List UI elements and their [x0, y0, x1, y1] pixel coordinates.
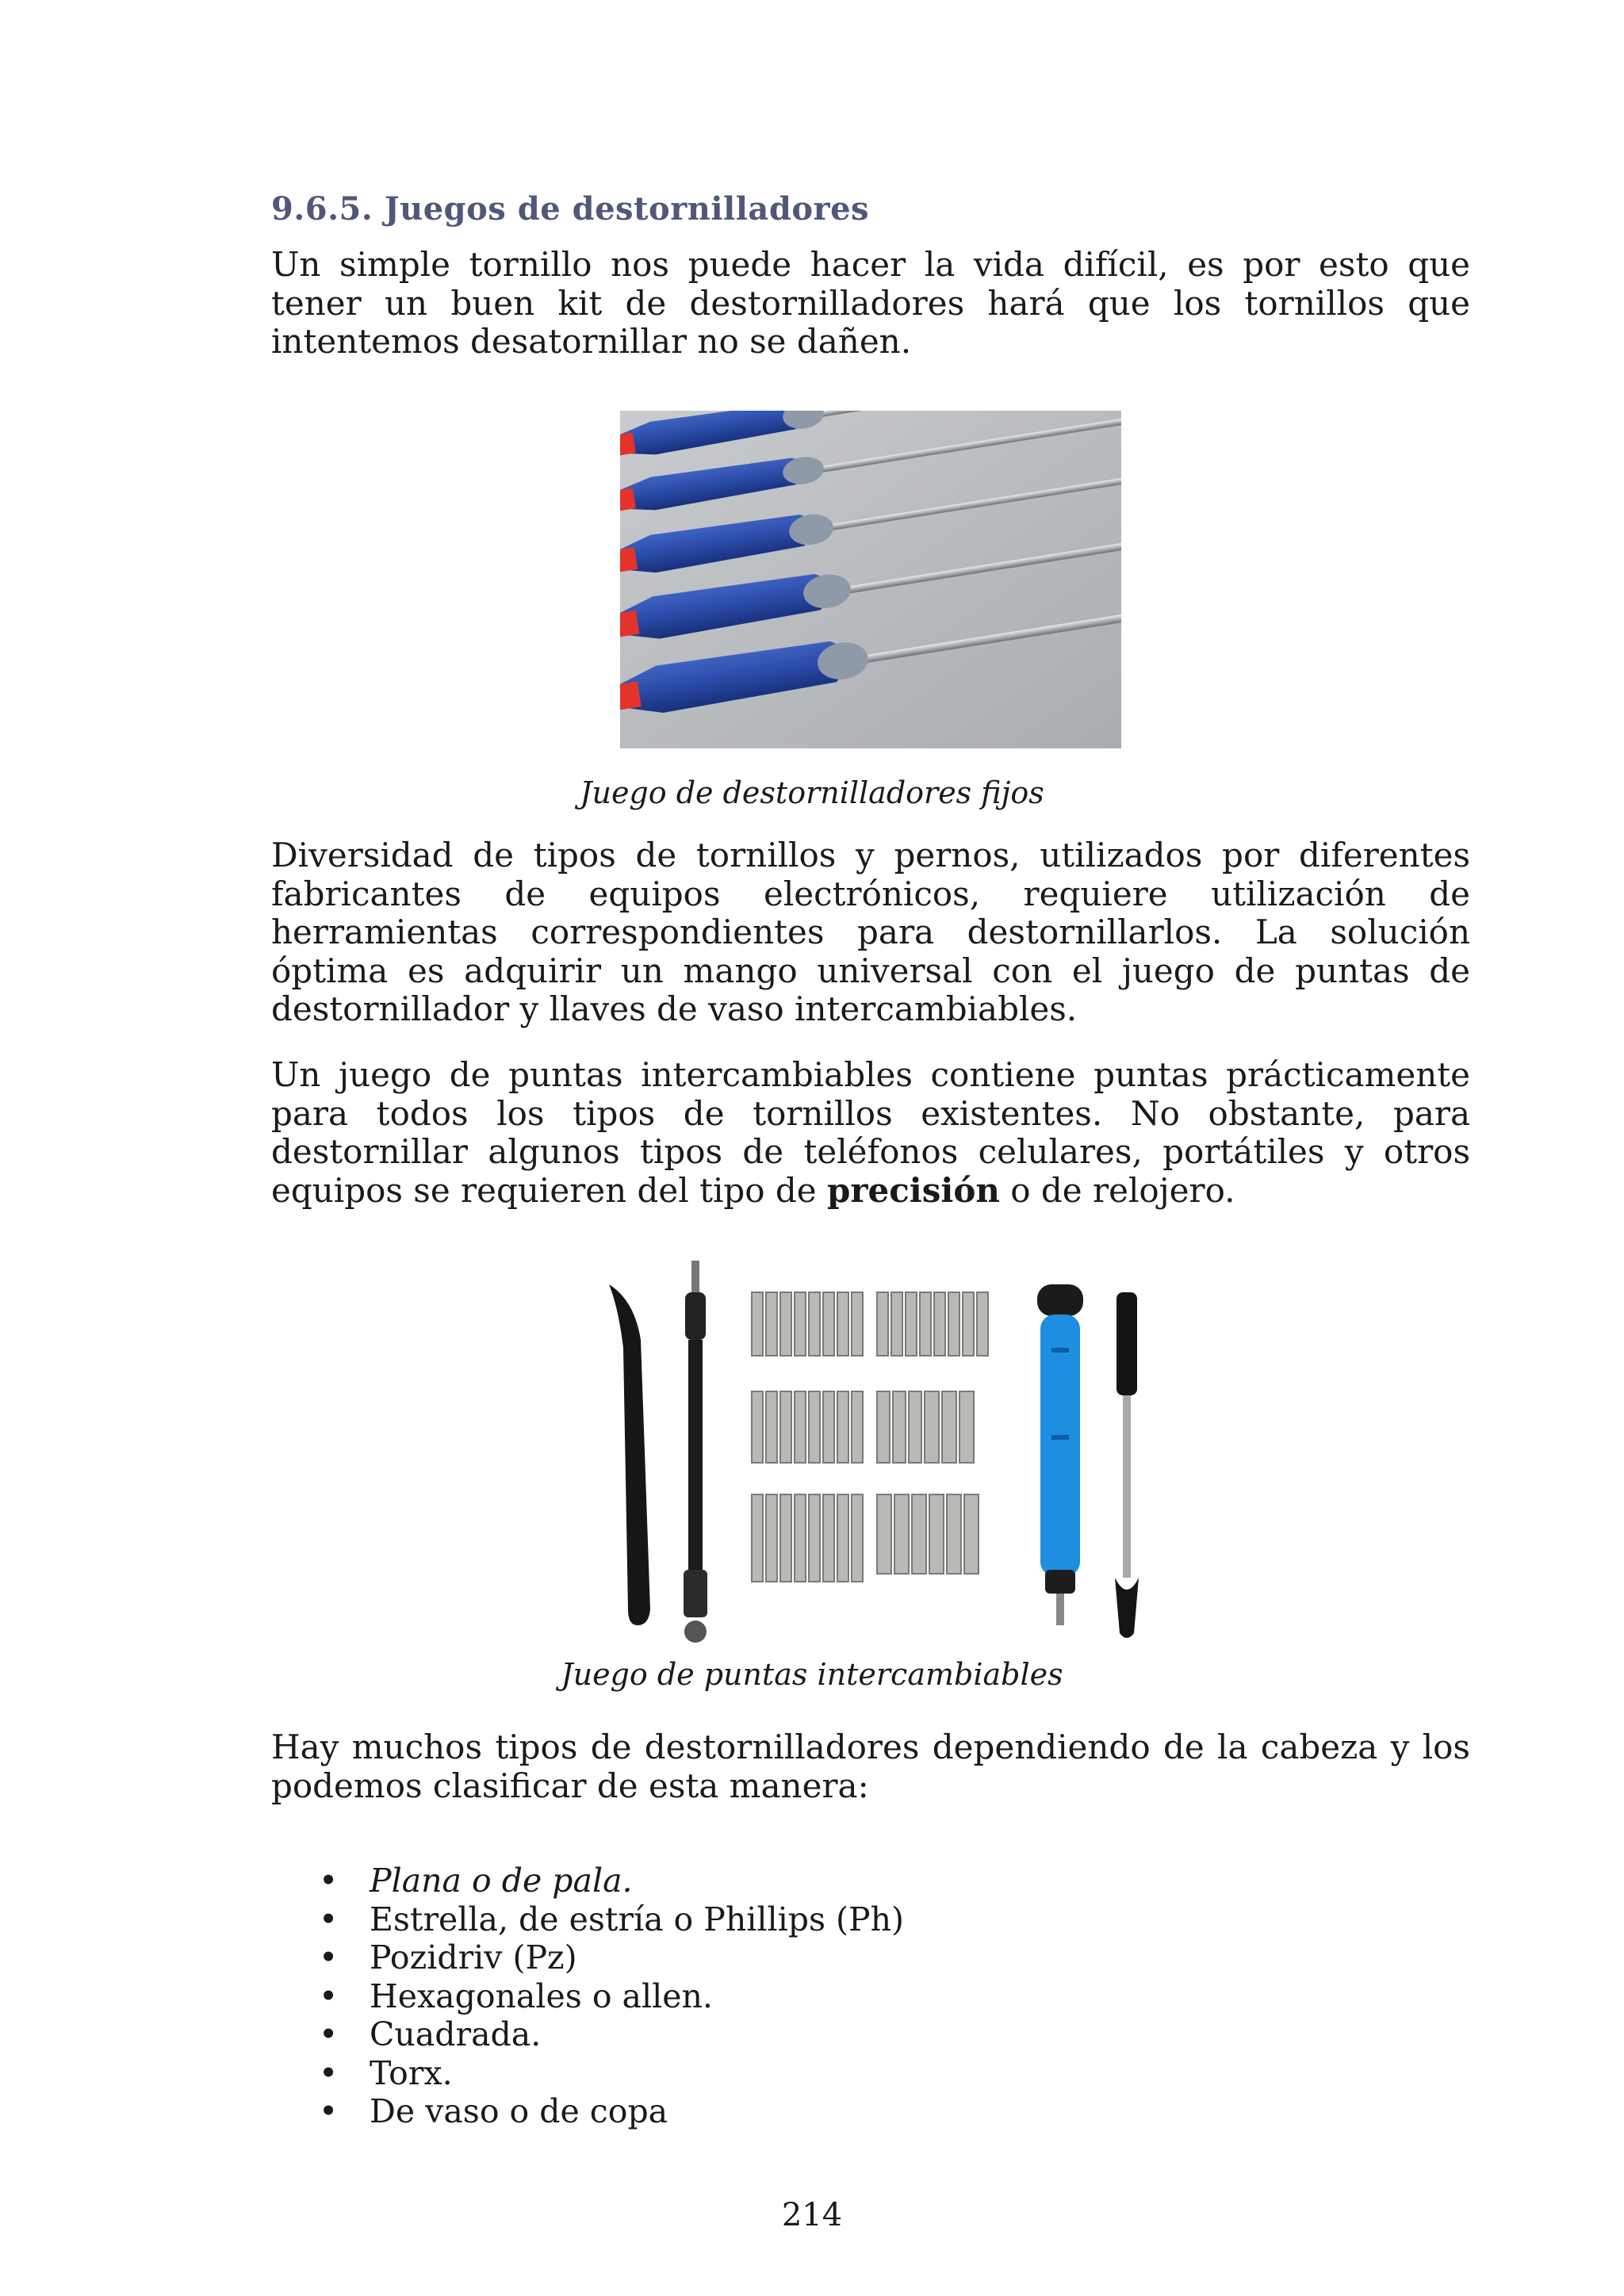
screwdriver-types-list [271, 1862, 904, 2131]
paragraph3-text: Un juego de puntas intercambiables contiene puntas prácticamente para todos los tipos de tornillos existentes. No obstante, para destornillar algunos tipos de teléfonos celulares, portátiles y otros equipos se requieren del tipo de [271, 1055, 1470, 1210]
list-item [271, 2054, 904, 2093]
bullet: • [319, 2015, 339, 2053]
bullet: • [319, 2092, 339, 2130]
bullet: • [319, 1938, 339, 1976]
bit-set-photo [603, 1253, 1153, 1659]
list-item [271, 1938, 904, 1977]
list-item-text: Pozidriv (Pz) [370, 1938, 577, 1976]
section-heading: 9.6.5. Juegos de destornilladores [271, 190, 870, 228]
list-item [271, 1862, 904, 1900]
screwdriver-set-photo [620, 411, 1121, 748]
list-item [271, 1900, 904, 1939]
paragraph3-ending: o de relojero. [1010, 1170, 1235, 1210]
bullet: • [319, 1862, 339, 1900]
precision-term: precisión [827, 1170, 1000, 1210]
paragraph-interchangeable-bits [271, 1056, 1470, 1210]
list-item-text: Torx. [370, 2053, 453, 2092]
intro-paragraph: Un simple tornillo nos puede hacer la vida difícil, es por esto que tener un buen kit de destornilladores hará que los tornillos que intentemos desatornillar no se dañen. [271, 245, 1470, 361]
bullet: • [319, 1900, 339, 1938]
list-item-text: Hexagonales o allen. [370, 1976, 713, 2015]
paragraph-screw-diversity: Diversidad de tipos de tornillos y pernos, utilizados por diferentes fabricantes de equipos electrónicos, requiere utilización de herramientas correspondientes para destornillarlos. La solución óptima es adquirir un mango universal con el juego de puntas de destornillador y llaves de vaso intercambiables. [271, 836, 1470, 1028]
list-item-text: Cuadrada. [370, 2015, 542, 2053]
bullet: • [319, 1976, 339, 2015]
paragraph-screwdriver-types: Hay muchos tipos de destornilladores dependiendo de la cabeza y los podemos clasificar de esta manera: [271, 1728, 1470, 1805]
page-number: 214 [781, 2197, 843, 2233]
figure1-caption: Juego de destornilladores fijos [580, 775, 1044, 810]
list-item [271, 1977, 904, 2016]
list-item-text: Estrella, de estría o Phillips (Ph) [370, 1900, 905, 1938]
figure2-caption: Juego de puntas intercambiables [561, 1657, 1063, 1692]
list-item [271, 2092, 904, 2131]
list-item [271, 2015, 904, 2054]
bullet: • [319, 2053, 339, 2092]
list-item-text: Plana o de pala. [370, 1862, 633, 1900]
list-item-text: De vaso o de copa [370, 2092, 668, 2130]
